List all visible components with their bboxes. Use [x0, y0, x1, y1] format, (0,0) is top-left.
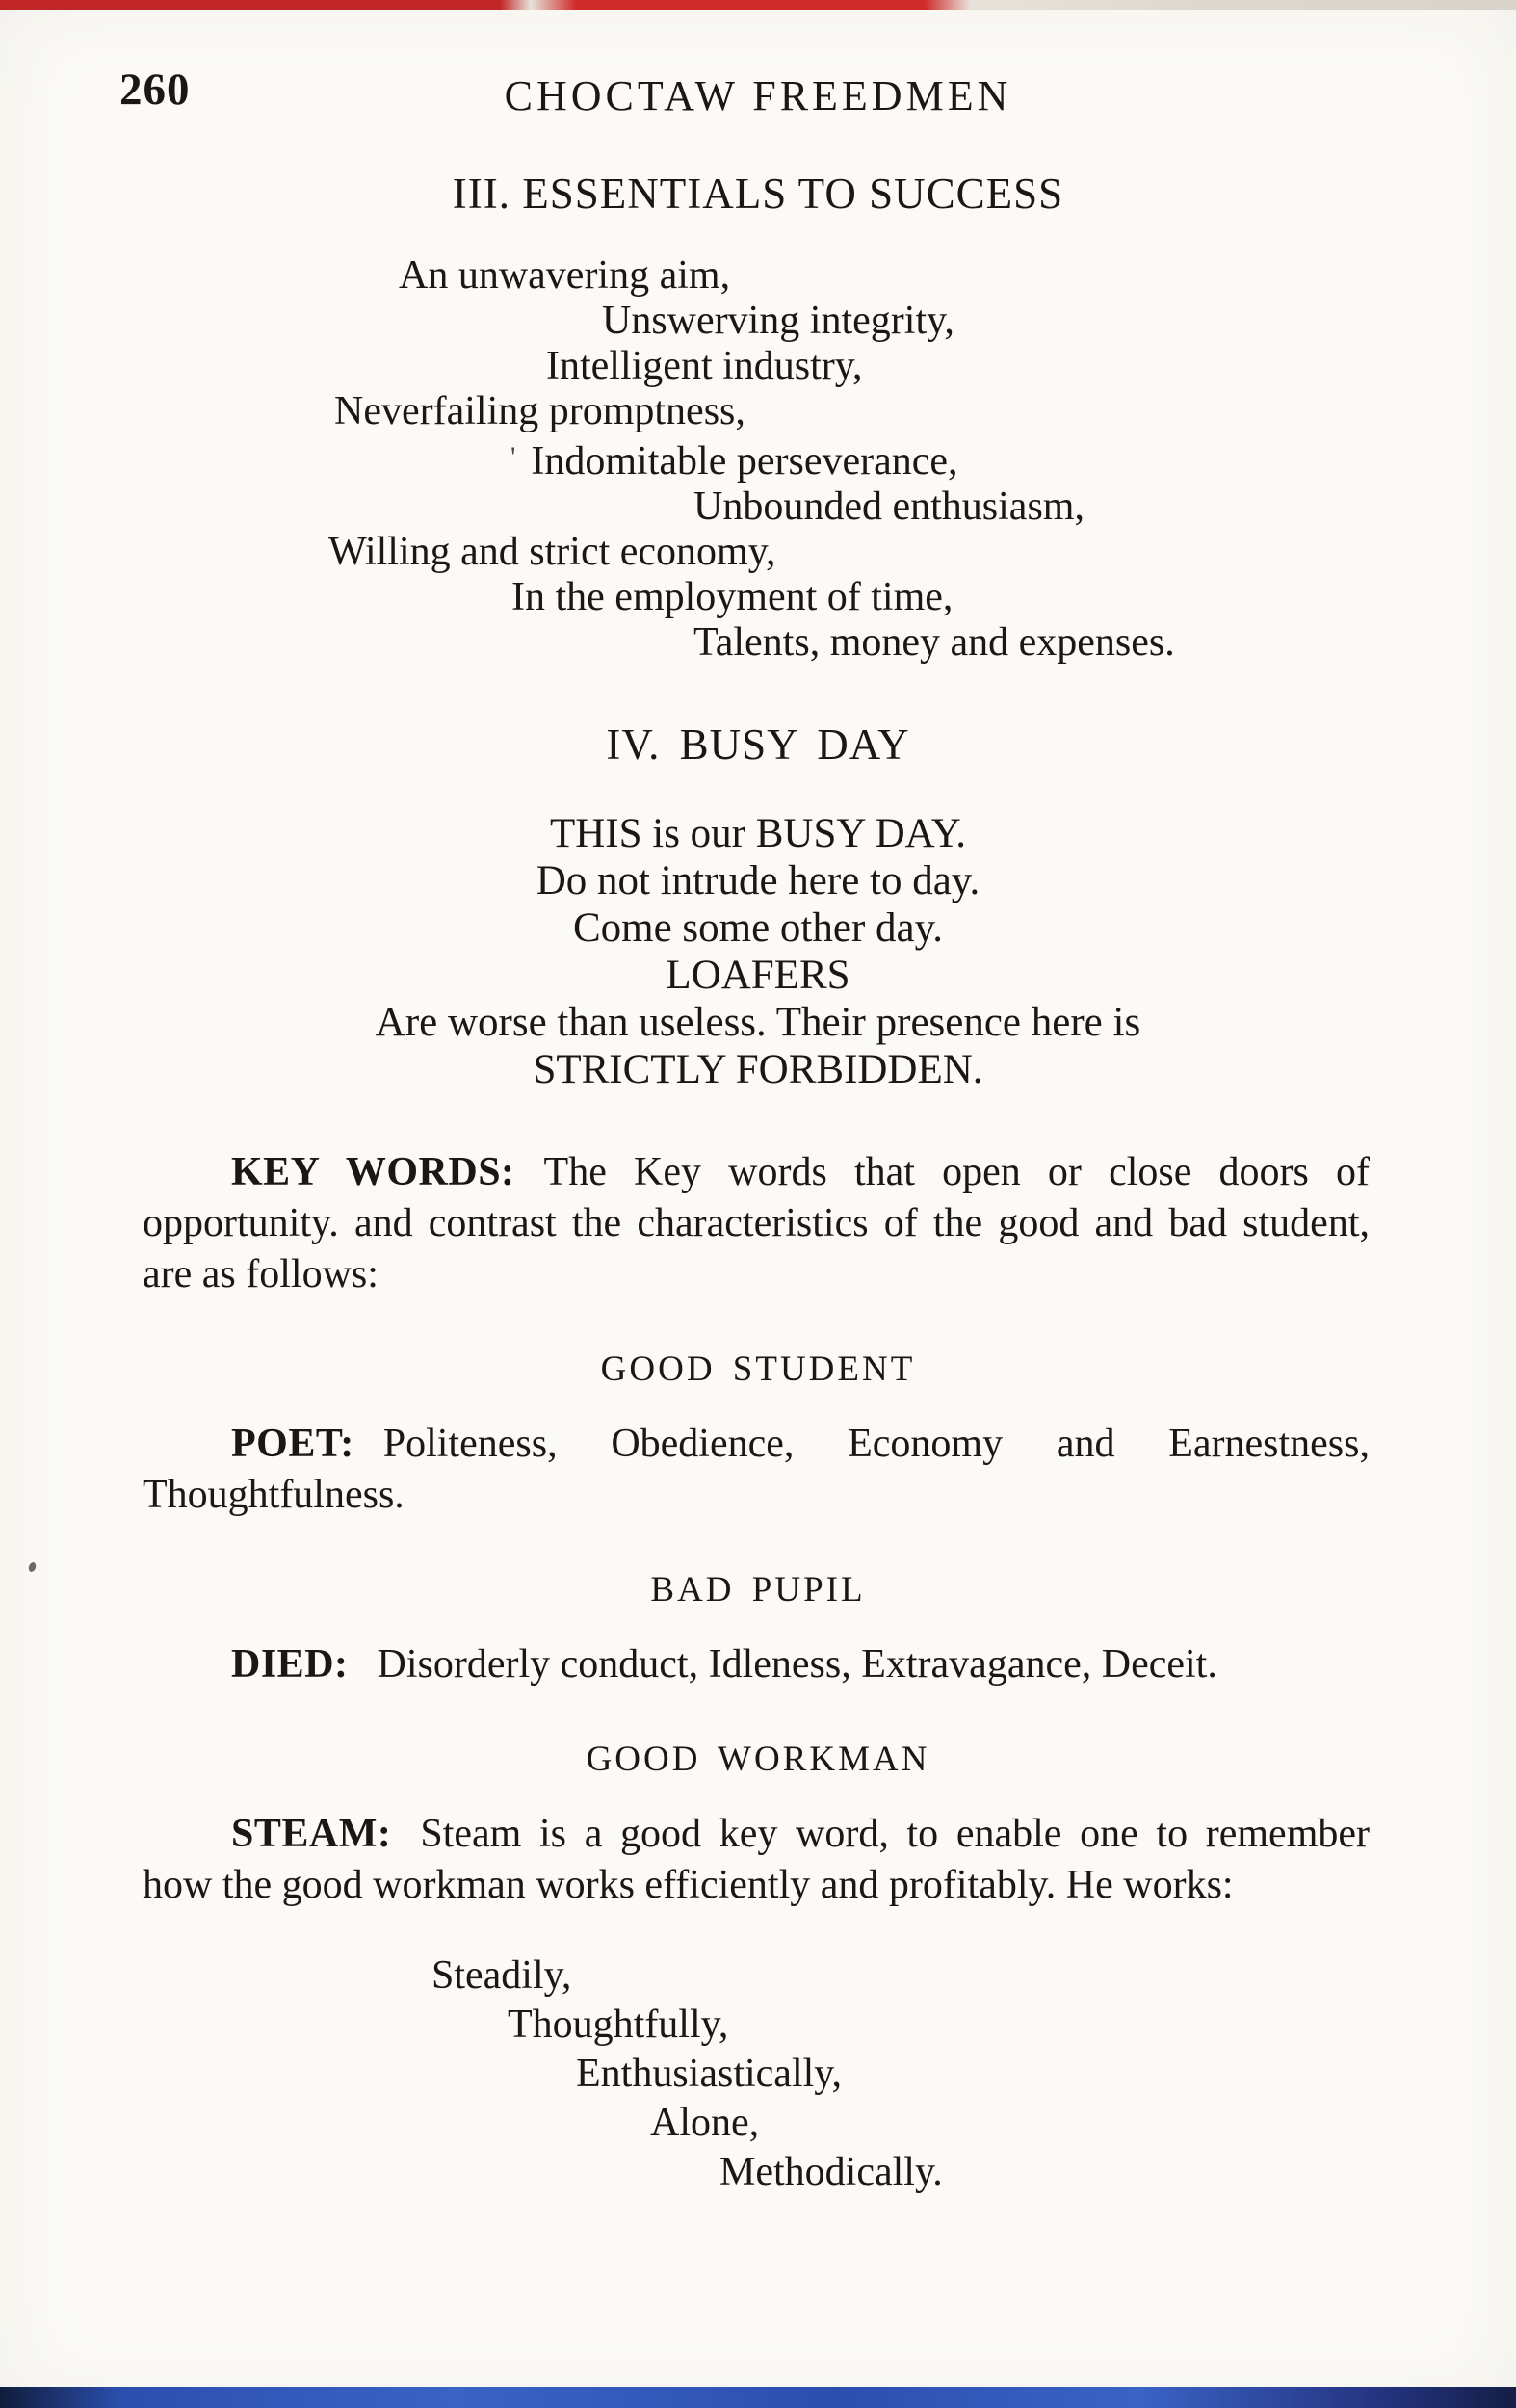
stagger-line: ' Indomitable perseverance, — [510, 439, 958, 484]
notice-line: Do not intrude here to day. — [536, 858, 980, 903]
stagger-line: Thoughtfully, — [508, 2002, 729, 2047]
stagger-line: Intelligent industry, — [546, 344, 863, 388]
stagger-line: Enthusiastically, — [576, 2052, 843, 2096]
notice-line: STRICTLY FORBIDDEN. — [533, 1047, 983, 1092]
stagger-line: Talents, money and expenses. — [693, 620, 1175, 665]
paragraph-text: Steam is a good key word, to enable one to remember how the good workman works efficiently and profitably. He works: — [143, 1812, 1370, 1907]
works-list — [0, 1951, 1516, 2197]
notice-line: THIS is our BUSY DAY. — [549, 811, 967, 856]
notice-line: Are worse than useless. Their presence here is — [375, 1000, 1141, 1045]
stagger-line: Alone, — [650, 2101, 760, 2145]
stagger-line: Willing and strict economy, — [328, 530, 776, 574]
section-heading-busy-day: IV. BUSY DAY — [606, 720, 910, 769]
stagger-line: Unbounded enthusiasm, — [693, 484, 1085, 529]
paragraph-text: Politeness, Obedience, Economy and Earnestness, Thoughtfulness. — [143, 1422, 1370, 1517]
busy-notice — [0, 810, 1516, 1093]
essentials-list — [0, 253, 1516, 666]
paragraph-text: Disorderly conduct, Idleness, Extravagance, Deceit. — [377, 1642, 1217, 1687]
stagger-line: Methodically. — [719, 2150, 943, 2194]
page-number: 260 — [119, 65, 191, 115]
stagger-line: In the employment of time, — [511, 575, 954, 619]
stagger-line: An unwavering aim, — [399, 253, 731, 298]
lead-word: DIED: — [231, 1642, 349, 1687]
lead-word: KEY WORDS: — [231, 1150, 515, 1194]
paragraph-poet — [143, 1419, 1370, 1521]
subhead-good-workman: GOOD WORKMAN — [586, 1740, 930, 1779]
paragraph-text: The Key words that open or close doors of opportunity. and contrast the characteristics of the good and bad student, are as follows: — [143, 1150, 1371, 1296]
section-heading-essentials: III. ESSENTIALS TO SUCCESS — [452, 170, 1064, 218]
book-title: CHOCTAW FREEDMEN — [504, 72, 1012, 119]
notice-line: Come some other day. — [572, 905, 944, 951]
notice-line: LOAFERS — [666, 953, 850, 998]
stray-ink-mark: ' — [510, 441, 516, 473]
lead-word: STEAM: — [231, 1812, 392, 1856]
stagger-line: Neverfailing promptness, — [334, 389, 745, 433]
page-header — [0, 0, 1516, 120]
subhead-bad-pupil: BAD PUPIL — [650, 1570, 866, 1610]
scan-artifact-bottom-stripe — [0, 2387, 1516, 2408]
paragraph-steam — [143, 1809, 1370, 1911]
lead-word: POET: — [231, 1422, 354, 1466]
stagger-line: Steadily, — [431, 1953, 572, 1998]
stagger-line: Unswerving integrity, — [602, 299, 954, 343]
paragraph-key-words — [143, 1147, 1370, 1300]
subhead-good-student: GOOD STUDENT — [600, 1349, 916, 1389]
paragraph-died — [143, 1639, 1370, 1690]
